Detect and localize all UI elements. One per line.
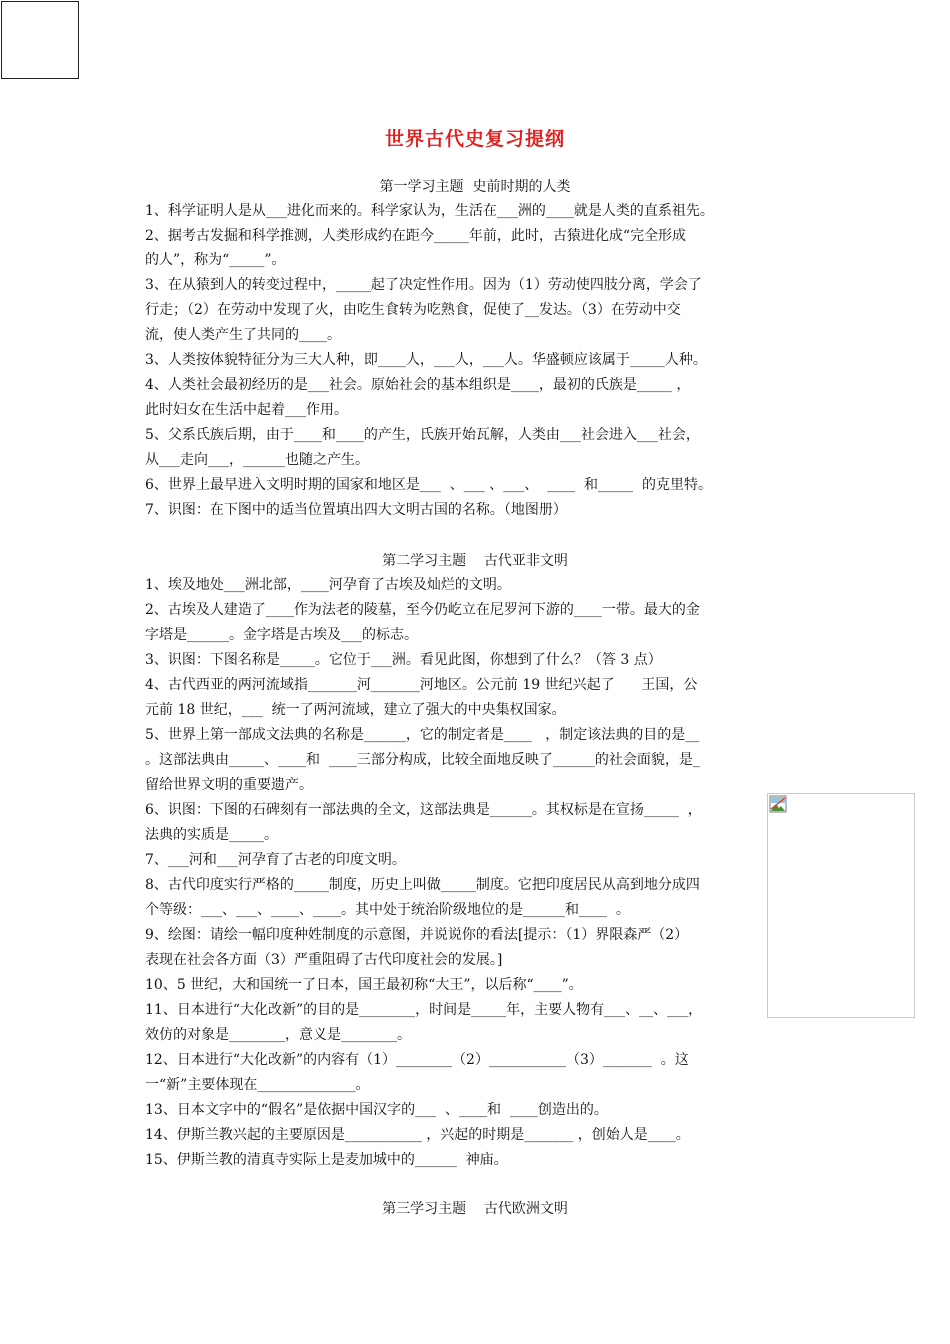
question-line: 4、古代西亚的两河流域指_______河_______河地区。公元前 19 世纪兴起了 王国，公	[145, 677, 698, 693]
question-line: 14、伊斯兰教兴起的主要原因是___________ ，兴起的时期是_______ ，创始人是____。	[145, 1127, 690, 1143]
question-line: 表现在社会各方面（3）严重阻碍了古代印度社会的发展。]	[145, 952, 503, 968]
question-line: 1、科学证明人是从___进化而来的。科学家认为，生活在___洲的____就是人类的直系祖先。	[145, 203, 714, 219]
question-line: 13、日本文字中的“假名”是依据中国汉字的___ 、____和 ____创造出的。	[145, 1102, 608, 1118]
question-line: 元前 18 世纪，___ 统一了两河流域，建立了强大的中央集权国家。	[145, 702, 566, 718]
question-line: 10、5 世纪，大和国统一了日本，国王最初称“大王”，以后称“____”。	[145, 977, 583, 993]
question-line: 。这部法典由_____、____和 ____三部分构成，比较全面地反映了______的社会面貌，是_	[145, 752, 700, 768]
question-line: 效仿的对象是________，意义是________。	[145, 1027, 411, 1043]
question-line: 2、据考古发掘和科学推测，人类形成约在距今_____年前，此时，古猿进化成“完全形成	[145, 228, 687, 244]
question-line: 6、识图：下图的石碑刻有一部法典的全文，这部法典是______。其权标是在宣扬_____ ，	[145, 802, 702, 818]
question-line: 4、人类社会最初经历的是___社会。原始社会的基本组织是____，最初的氏族是_____ ，	[145, 377, 691, 393]
question-line: 行走；（2）在劳动中发现了火，由吃生食转为吃熟食，促使了__发达。（3）在劳动中交	[145, 302, 681, 318]
question-line: 字塔是______。金字塔是古埃及___的标志。	[145, 627, 418, 643]
question-line: 3、识图：下图名称是_____。它位于___洲。看见此图，你想到了什么？（答 3 点）	[145, 652, 662, 668]
question-line: 5、父系氏族后期，由于____和____的产生，氏族开始瓦解，人类由___社会进入___社会，	[145, 427, 700, 443]
question-line: 留给世界文明的重要遗产。	[145, 777, 313, 793]
section-heading-1: 第一学习主题 史前时期的人类	[379, 179, 571, 195]
question-line: 1、埃及地处___洲北部，____河孕育了古埃及灿烂的文明。	[145, 577, 511, 593]
question-line: 此时妇女在生活中起着___作用。	[145, 402, 348, 418]
section-heading-3: 第三学习主题 古代欧洲文明	[382, 1201, 568, 1217]
question-line: 5、世界上第一部成文法典的名称是______，它的制定者是____ ，制定该法典的目的是__	[145, 727, 700, 743]
question-line: 法典的实质是_____。	[145, 827, 278, 843]
section-heading-2: 第二学习主题 古代亚非文明	[382, 553, 568, 569]
question-line: 3、在从猿到人的转变过程中，_____起了决定性作用。因为（1）劳动使四肢分离，学会了	[145, 277, 702, 293]
question-line: 9、绘图：请绘一幅印度种姓制度的示意图，并说说你的看法[提示：（1）界限森严（2）	[145, 927, 689, 943]
question-line: 12、日本进行“大化改新”的内容有（1）________（2）___________（3）_______ 。这	[145, 1052, 689, 1068]
question-line: 11、日本进行“大化改新”的目的是________，时间是_____年，主要人物有___、__、___，	[145, 1002, 703, 1018]
broken-image-icon	[769, 795, 787, 813]
question-line: 7、识图：在下图中的适当位置填出四大文明古国的名称。（地图册）	[145, 502, 567, 518]
question-line: 从___走向___，______也随之产生。	[145, 452, 369, 468]
document-title: 世界古代史复习提纲	[384, 128, 565, 150]
question-line: 一“新”主要体现在______________。	[145, 1077, 370, 1093]
question-line: 15、伊斯兰教的清真寺实际上是麦加城中的______ 神庙。	[145, 1152, 508, 1168]
question-line: 的人”，称为“_____”。	[145, 252, 286, 268]
question-line: 6、世界上最早进入文明时期的国家和地区是___ 、___ 、___、 ____ 和_____ 的克里特。	[145, 477, 712, 493]
image-placeholder-frame	[767, 793, 915, 1018]
question-line: 8、古代印度实行严格的_____制度，历史上叫做_____制度。它把印度居民从高到地分成四	[145, 877, 700, 893]
question-line: 流，使人类产生了共同的____。	[145, 327, 341, 343]
question-line: 2、古埃及人建造了____作为法老的陵墓，至今仍屹立在尼罗河下游的____一带。最大的金	[145, 602, 700, 618]
corner-frame-box	[1, 1, 79, 79]
question-line: 个等级：___、___、____、____。其中处于统治阶级地位的是______和____ 。	[145, 902, 630, 918]
question-line: 7、___河和___河孕育了古老的印度文明。	[145, 852, 406, 868]
question-line: 3、人类按体貌特征分为三大人种，即____人，___人，___人。华盛顿应该属于_____人种。	[145, 352, 707, 368]
